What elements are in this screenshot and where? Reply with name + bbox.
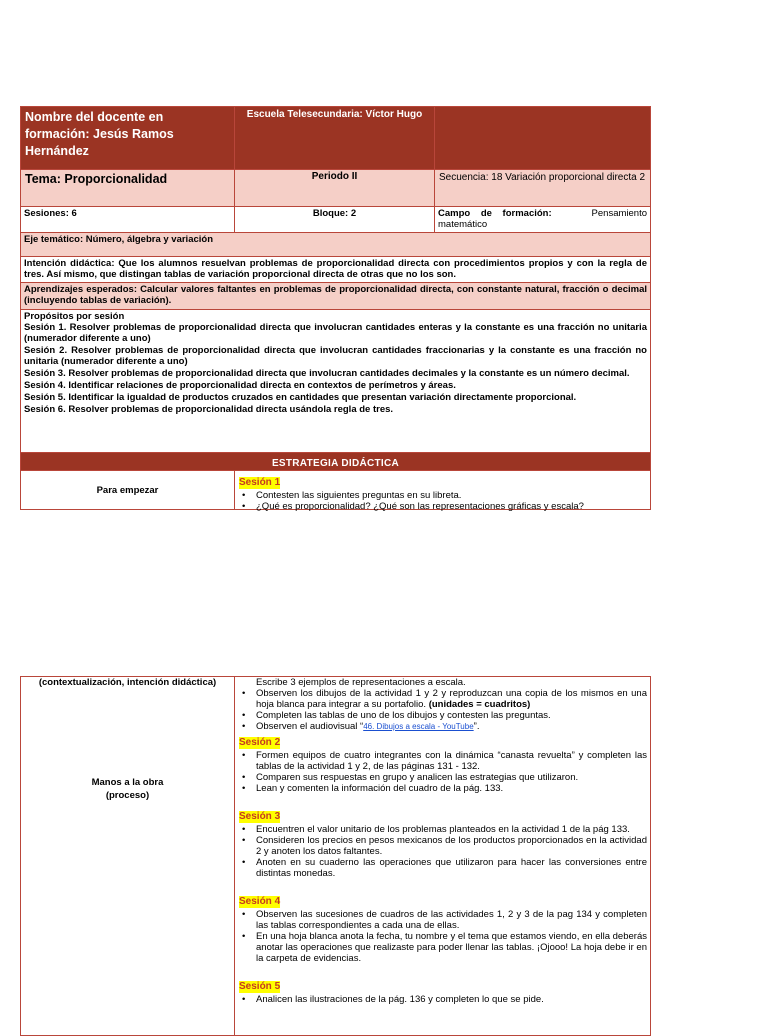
campo-row xyxy=(438,208,647,219)
proposito-4: Sesión 4. Identificar relaciones de proporcionalidad directa en contextos de perímetros y áreas. xyxy=(24,380,456,391)
sesion3-item: • Consideren los precios en pesos mexicanos de los productos proporcionados en la actividad 2 y anoten los datos faltantes. xyxy=(256,835,647,857)
campo-label: Campo de formación: xyxy=(438,208,552,219)
proposito-1: Sesión 1. Resolver problemas de proporcionalidad directa que involucran cantidades enteras y la constante es una fracción no unitaria (numerador diferente a uno) xyxy=(24,322,647,344)
proposito-5: Sesión 5. Identificar la igualdad de productos cruzados en cantidades que presentan variación directamente proporcional. xyxy=(24,392,577,403)
sesion5-label: Sesión 5 xyxy=(239,981,281,992)
docente-cell xyxy=(20,106,235,170)
sesion5-item: • Analicen las ilustraciones de la pág. 136 y completen lo que se pide. xyxy=(256,994,647,1005)
estrategia-header xyxy=(20,452,651,471)
sesion1-cont-list xyxy=(239,688,647,732)
sesion3-item: • Encuentren el valor unitario de los problemas planteados en la actividad 1 de la pág 133. xyxy=(256,824,647,835)
campo-value-first: Pensamiento xyxy=(591,208,647,219)
sesion1-item: • ¿Qué es proporcionalidad? ¿Qué son las representaciones gráficas y escala? xyxy=(256,501,647,512)
s1-b1-text: Observen los dibujos de la actividad 1 y 2 y reproduzcan una copia de los mismos en una hoja blanca para integrar a su portafolio. xyxy=(256,688,647,710)
s1-b1-bold: (unidades = cuadritos) xyxy=(428,699,531,710)
s1-b3-post: ”. xyxy=(473,721,480,732)
tema-cell xyxy=(20,169,235,207)
sesion4-item: • En una hoja blanca anota la fecha, tu nombre y el tema que estamos viendo, en ella deberás anotar las operaciones que realizaste para poder llenar las tablas. ¡Ojooo! La hoja debe ir en la carpeta de evidencias. xyxy=(256,931,647,964)
propositos-title: Propósitos por sesión xyxy=(24,311,125,322)
context-cell xyxy=(20,676,235,1036)
sesion3-item: • Anoten en su cuaderno las operaciones que utilizaron para hacer las conversiones entre distintas monedas. xyxy=(256,857,647,879)
eje-cell xyxy=(20,232,651,257)
sesion1-cell xyxy=(234,470,651,510)
proposito-3: Sesión 3. Resolver problemas de proporcionalidad directa que involucran cantidades decimales y la constante es un número decimal. xyxy=(24,368,630,379)
para-empezar-cell xyxy=(20,470,235,510)
intencion-text: Intención didáctica: Que los alumnos resuelvan problemas de proporcionalidad directa con procedimientos propios y con la regla de tres. Así mismo, que distingan tablas de variación proporcional directa de otras que no los son. xyxy=(24,258,647,280)
s1-b3-pre: Observen el audiovisual “ xyxy=(256,721,364,732)
sesion3-list xyxy=(239,824,647,879)
sesiones-cell xyxy=(20,206,235,233)
sesion2-item: • Formen equipos de cuatro integrantes con la dinámica “canasta revuelta” y completen las tablas de la actividad 1 y 2, de las páginas 131 - 132. xyxy=(256,750,647,772)
periodo-label: Periodo II xyxy=(311,171,358,182)
campo-cell xyxy=(434,206,651,233)
sesion1-cont-item xyxy=(256,721,647,732)
bloque-cell xyxy=(234,206,435,233)
sesion2-list xyxy=(239,750,647,794)
sesion2-item: • Comparen sus respuestas en grupo y analicen las estrategias que utilizaron. xyxy=(256,772,647,783)
eje-label: Eje temático: Número, álgebra y variación xyxy=(24,234,214,245)
actividades-cell xyxy=(234,676,651,1036)
aprendizajes-cell xyxy=(20,282,651,310)
tema-label: Tema: Proporcionalidad xyxy=(25,172,168,186)
escuela-cell xyxy=(234,106,435,170)
sesiones-label: Sesiones: 6 xyxy=(24,208,77,219)
sesion4-label: Sesión 4 xyxy=(239,896,281,907)
secuencia-label: Secuencia: 18 Variación proporcional directa 2 xyxy=(439,172,646,183)
sesion1-cont-item: • Completen las tablas de uno de los dibujos y contesten las preguntas. xyxy=(256,710,647,721)
sesion1-item: • Contesten las siguientes preguntas en su libreta. xyxy=(256,490,647,501)
secuencia-cell xyxy=(434,169,651,207)
sesion1-label: Sesión 1 xyxy=(239,477,281,488)
para-empezar-label: Para empezar xyxy=(96,484,159,496)
manos-block xyxy=(21,776,234,802)
youtube-link[interactable]: 46. Dibujos a escala - YouTube xyxy=(363,722,474,731)
estrategia-title: ESTRATEGIA DIDÁCTICA xyxy=(271,458,400,469)
sesion2-item: • Lean y comenten la información del cuadro de la pág. 133. xyxy=(256,783,647,794)
sesion1-list xyxy=(239,490,647,512)
docente-name: Nombre del docente en formación: Jesús Ramos Hernández xyxy=(25,110,174,158)
proposito-2: Sesión 2. Resolver problemas de proporcionalidad directa que involucran cantidades fraccionarias y la constante es una fracción no unitaria (numerador diferente a uno) xyxy=(24,345,647,367)
campo-value-second: matemático xyxy=(438,219,488,230)
intencion-cell xyxy=(20,256,651,283)
propositos-cell xyxy=(20,309,651,453)
sesion4-item: • Observen las sucesiones de cuadros de las actividades 1, 2 y 3 de la pag 134 y completen las tablas correspondientes a cada una de ellas. xyxy=(256,909,647,931)
manos-title: Manos a la obra xyxy=(91,777,164,788)
sesion3-label: Sesión 3 xyxy=(239,811,281,822)
sesion5-list xyxy=(239,994,647,1005)
contextualizacion-label: (contextualización, intención didáctica) xyxy=(38,677,217,688)
manos-subtitle: (proceso) xyxy=(105,790,150,801)
bloque-label: Bloque: 2 xyxy=(312,208,357,219)
sesion4-list xyxy=(239,909,647,964)
escuela-name: Escuela Telesecundaria: Víctor Hugo xyxy=(246,109,423,120)
sesion2-label: Sesión 2 xyxy=(239,737,281,748)
aprendizajes-text: Aprendizajes esperados: Calcular valores faltantes en problemas de proporcionalidad directa, con constante natural, fracción o decimal (incluyendo tablas de variación). xyxy=(24,284,647,306)
continuation-line: Escribe 3 ejemplos de representaciones a escala. xyxy=(256,677,466,688)
proposito-6: Sesión 6. Resolver problemas de proporcionalidad directa usándola regla de tres. xyxy=(24,404,394,415)
periodo-cell xyxy=(234,169,435,207)
sesion1-cont-item xyxy=(256,688,647,710)
header-empty-cell xyxy=(434,106,651,170)
